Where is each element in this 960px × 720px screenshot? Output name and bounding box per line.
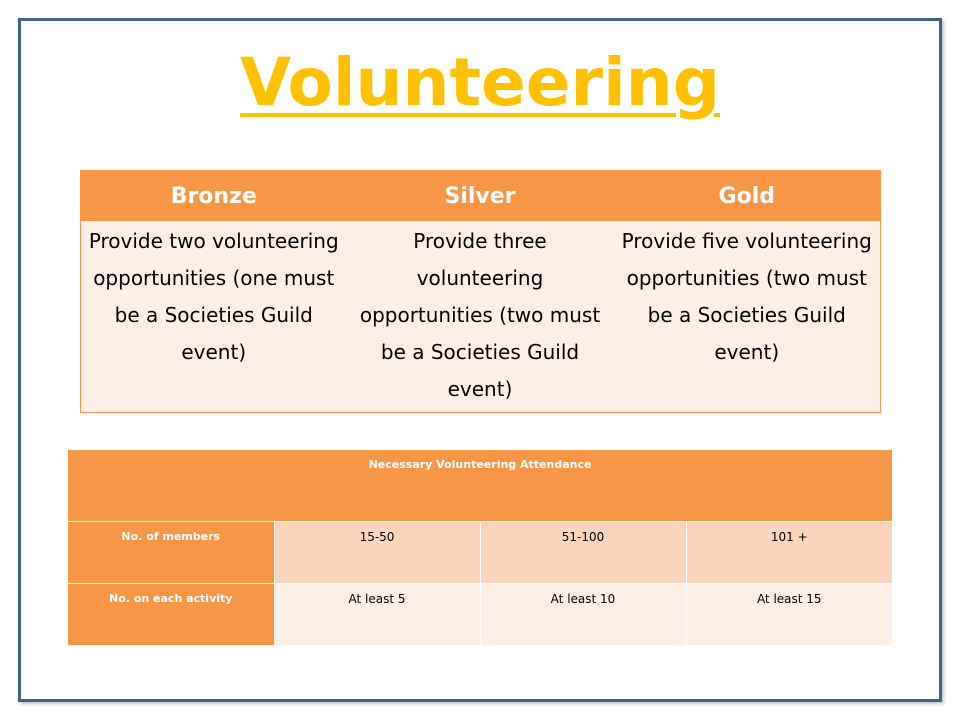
table-row (68, 522, 892, 584)
attendance-title: Necessary Volunteering Attendance (68, 450, 892, 522)
tier-header-silver: Silver (347, 171, 614, 222)
tier-header-row (81, 171, 881, 222)
tier-table (80, 170, 881, 413)
tier-description-bronze: Provide two volunteering opportunities (one must be a Societies Guild event) (81, 221, 347, 413)
activity-cell: At least 5 (274, 584, 480, 646)
activity-row-label: No. on each activity (68, 584, 274, 646)
page-title: Volunteering (240, 44, 720, 121)
tier-description-gold: Provide five volunteering opportunities (two must be a Societies Guild event) (614, 221, 881, 413)
attendance-table (68, 450, 892, 645)
tier-description-silver: Provide three volunteering opportunities (two must be a Societies Guild event) (347, 221, 614, 413)
attendance-title-row (68, 450, 892, 522)
activity-cell: At least 15 (686, 584, 892, 646)
members-cell: 15-50 (274, 522, 480, 584)
members-row-label: No. of members (68, 522, 274, 584)
tier-description-row (81, 221, 881, 413)
members-cell: 101 + (686, 522, 892, 584)
tier-header-bronze: Bronze (81, 171, 347, 222)
activity-cell: At least 10 (480, 584, 686, 646)
members-cell: 51-100 (480, 522, 686, 584)
tier-header-gold: Gold (614, 171, 881, 222)
table-row (68, 584, 892, 646)
